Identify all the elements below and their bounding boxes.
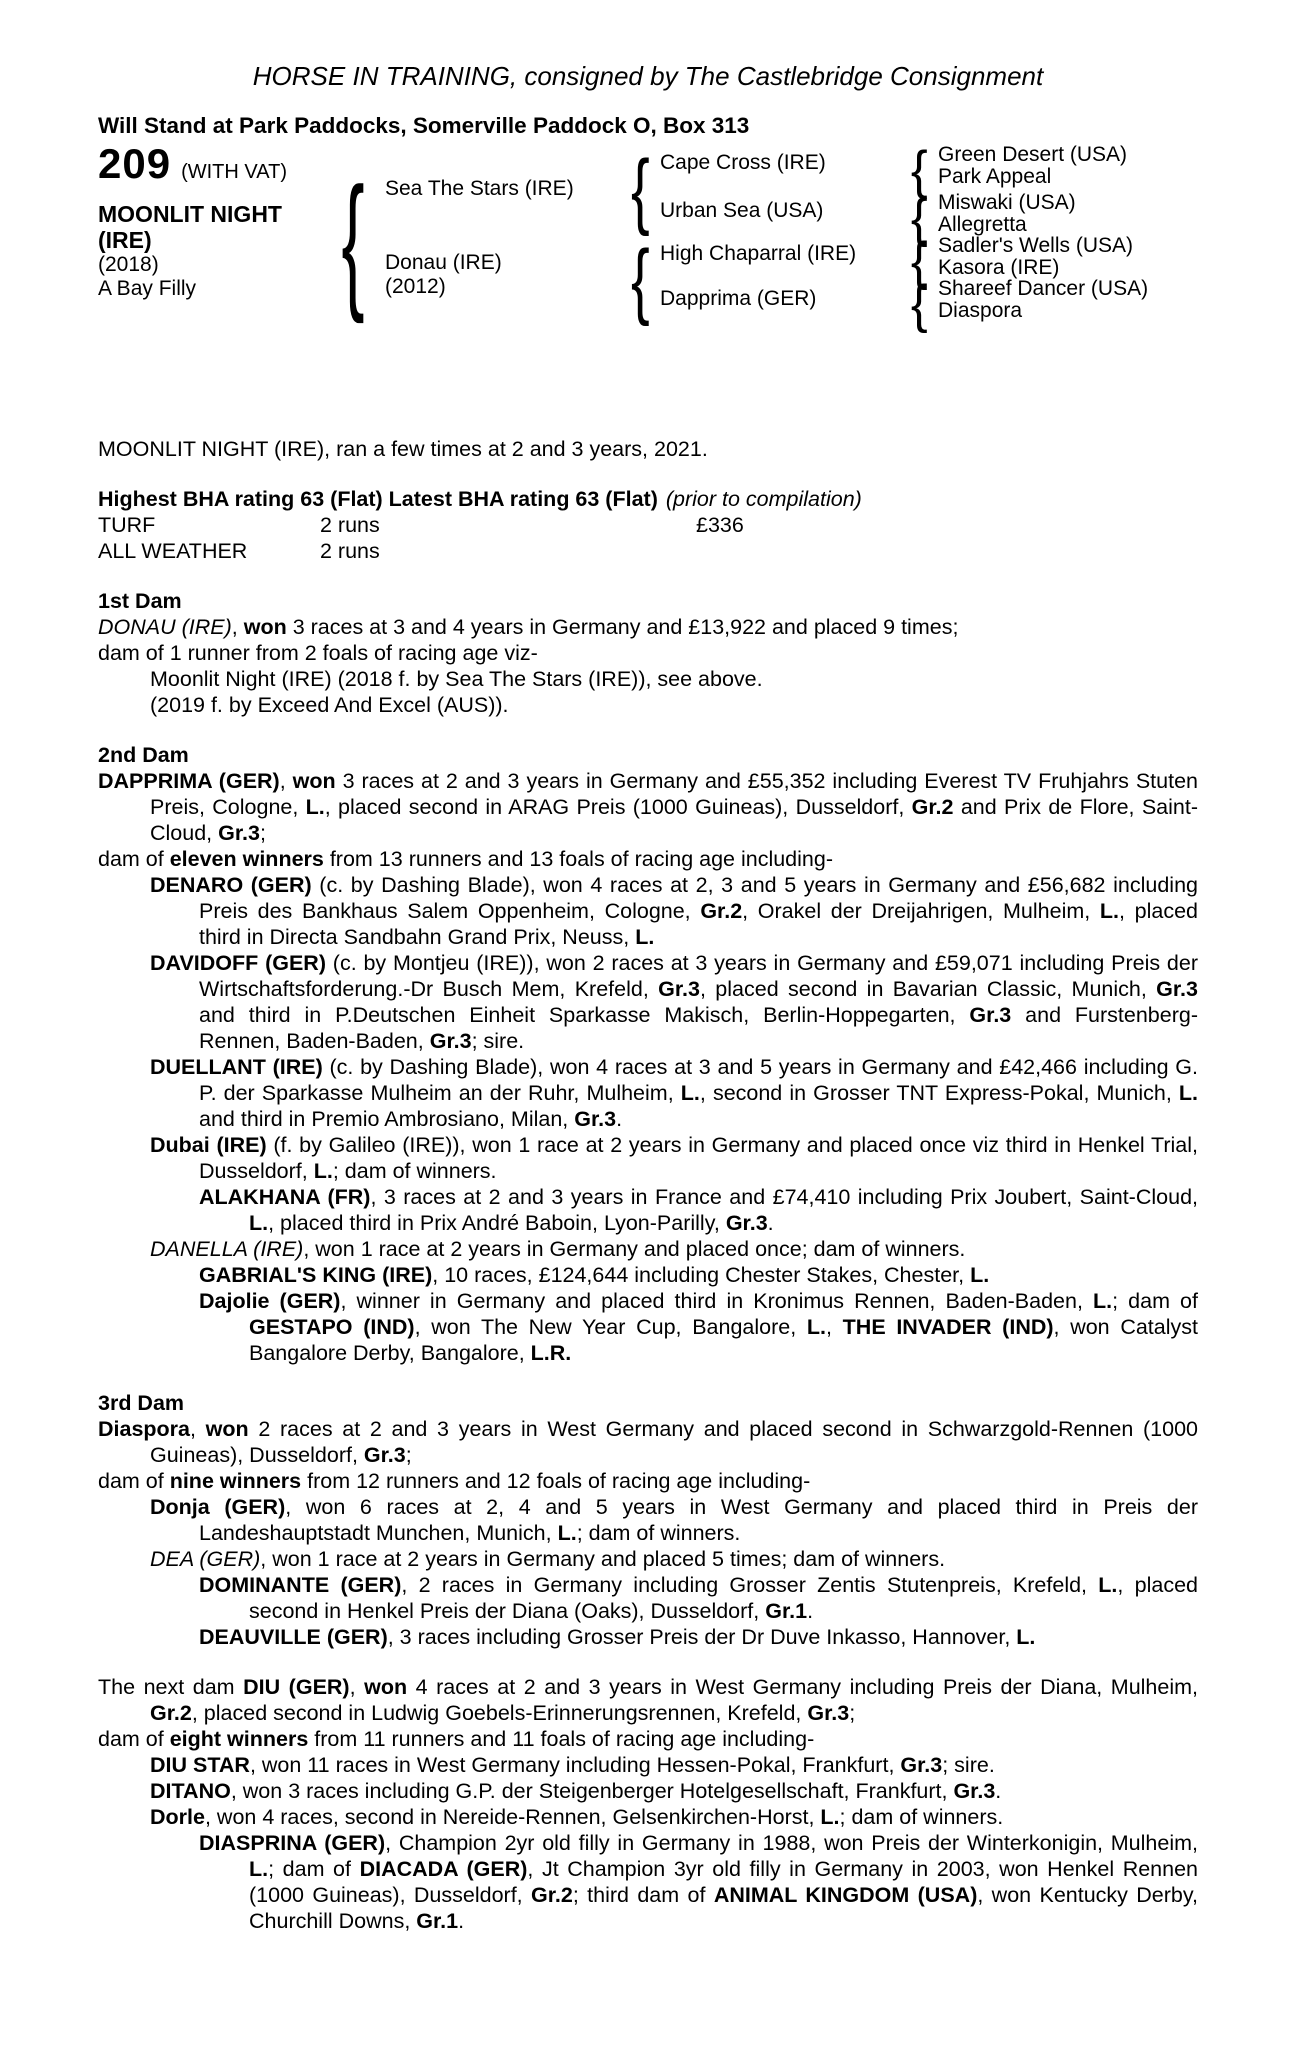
emphasis-text: Gr.2 bbox=[531, 1883, 573, 1907]
emphasis-text: nine winners bbox=[169, 1469, 302, 1493]
rating-row-turf bbox=[98, 512, 1198, 538]
surface-label: TURF bbox=[98, 513, 156, 537]
plain-text: (c. by Montjeu (IRE)), won 2 races at 3 years in Germany and £59,071 including Preis der Wirtschaftsforderung.-Dr Busch Mem, Krefeld, bbox=[199, 951, 1198, 1001]
rating-compilation-note: (prior to compilation) bbox=[665, 487, 862, 511]
emphasis-text: DIU STAR bbox=[150, 1753, 250, 1777]
subject-name-line1: MOONLIT NIGHT bbox=[98, 201, 282, 227]
plain-text: The next dam bbox=[98, 1675, 244, 1699]
plain-text: and third in Premio Ambrosiano, Milan, bbox=[199, 1107, 575, 1131]
catalog-sections bbox=[98, 588, 1198, 1934]
subject-description: A Bay Filly bbox=[98, 277, 197, 300]
race-record-line: MOONLIT NIGHT (IRE), ran a few times at 2 and 3 years, 2021. bbox=[98, 437, 708, 461]
emphasis-text: Gr.3 bbox=[807, 1701, 850, 1725]
section-heading: 1st Dam bbox=[98, 589, 182, 613]
pedigree-table bbox=[98, 139, 1198, 334]
emphasis-text: Gr.3 bbox=[1156, 977, 1198, 1001]
emphasis-text: L. bbox=[1016, 1625, 1036, 1649]
plain-text: Moonlit Night (IRE) (2018 f. by Sea The Stars (IRE)), see above. bbox=[150, 667, 763, 691]
emphasis-text: L. bbox=[1098, 1573, 1118, 1597]
emphasis-text: Gr.3 bbox=[658, 977, 700, 1001]
plain-text: ; bbox=[405, 1443, 412, 1467]
emphasis-text: DUELLANT (IRE) bbox=[150, 1055, 323, 1079]
emphasis-text: Dubai (IRE) bbox=[150, 1133, 267, 1157]
stand-location-line: Will Stand at Park Paddocks, Somerville Paddock O, Box 313 bbox=[98, 113, 750, 138]
plain-text: , Orakel der Dreijahrigen, Mulheim, bbox=[742, 899, 1100, 923]
grandsire-name: Cape Cross (IRE) bbox=[660, 151, 826, 174]
emphasis-text: won bbox=[205, 1417, 249, 1441]
emphasis-text: Gr.3 bbox=[725, 1211, 768, 1235]
plain-text: 3 races at 3 and 4 years in Germany and £13,922 and placed 9 times; bbox=[286, 615, 959, 639]
plain-text: , 2 races in Germany including Grosser Zentis Stutenpreis, Krefeld, bbox=[401, 1573, 1099, 1597]
emphasis-text: GABRIAL'S KING (IRE) bbox=[199, 1263, 433, 1287]
emphasis-text: Gr.3 bbox=[953, 1779, 996, 1803]
catalog-paragraph bbox=[98, 1830, 1198, 1934]
plain-text: from 13 runners and 13 foals of racing age including- bbox=[323, 847, 833, 871]
emphasis-text: DENARO (GER) bbox=[150, 873, 312, 897]
section-heading: 3rd Dam bbox=[98, 1391, 185, 1415]
catalog-paragraph bbox=[98, 1494, 1198, 1546]
emphasis-text: DIACADA (GER) bbox=[359, 1857, 528, 1881]
plain-text: , 3 races including Grosser Preis der Dr Duve Inkasso, Hannover, bbox=[387, 1625, 1017, 1649]
plain-text: ; third dam of bbox=[572, 1883, 714, 1907]
plain-text: dam of bbox=[98, 1469, 170, 1493]
catalog-paragraph bbox=[98, 846, 1198, 872]
plain-text: , won 3 races including G.P. der Steigenberger Hotelgesellschaft, Frankfurt, bbox=[230, 1779, 954, 1803]
dam-section bbox=[98, 1674, 1198, 1934]
emphasis-text: Gr.3 bbox=[363, 1443, 406, 1467]
catalog-paragraph bbox=[98, 1752, 1198, 1778]
dam-section bbox=[98, 1390, 1198, 1650]
catalog-paragraph bbox=[98, 692, 1198, 718]
emphasis-text: won bbox=[292, 769, 336, 793]
plain-text: , won Kentucky Derby, Churchill Downs, bbox=[249, 1883, 1198, 1933]
emphasis-text: Gr.3 bbox=[900, 1753, 943, 1777]
rating-heading: Highest BHA rating 63 (Flat) Latest BHA rating 63 (Flat) bbox=[98, 487, 658, 511]
plain-text: and Prix de Flore, Saint-Cloud, bbox=[150, 795, 1199, 845]
plain-text: , bbox=[279, 769, 293, 793]
emphasis-text: DAVIDOFF (GER) bbox=[150, 951, 326, 975]
plain-text: . bbox=[767, 1211, 774, 1235]
emphasis-text: L. bbox=[249, 1857, 269, 1881]
great-grandsire-name: Sadler's Wells (USA) bbox=[938, 234, 1133, 257]
plain-text: , won The New Year Cup, Bangalore, bbox=[414, 1315, 807, 1339]
italic-text: DONAU (IRE) bbox=[98, 615, 232, 639]
plain-text: ; bbox=[849, 1701, 856, 1725]
emphasis-text: L. bbox=[313, 1159, 333, 1183]
plain-text: , bbox=[231, 615, 244, 639]
section-heading: 2nd Dam bbox=[98, 743, 189, 767]
plain-text: and third in P.Deutschen Einheit Sparkasse Makisch, Berlin-Hoppegarten, bbox=[199, 1003, 970, 1027]
plain-text: ; dam of winners. bbox=[839, 1805, 1004, 1829]
catalog-paragraph bbox=[98, 1288, 1198, 1366]
plain-text: , won 11 races in West Germany including Hessen-Pokal, Frankfurt, bbox=[249, 1753, 901, 1777]
emphasis-text: ANIMAL KINGDOM (USA) bbox=[713, 1883, 978, 1907]
emphasis-text: L. bbox=[970, 1263, 990, 1287]
plain-text: 3 races at 2 and 3 years in Germany and £55,352 including Everest TV Fruhjahrs Stuten Preis, Cologne, bbox=[150, 769, 1198, 819]
plain-text: ; sire. bbox=[471, 1029, 525, 1053]
bha-rating-block bbox=[98, 486, 1198, 564]
catalog-paragraph bbox=[98, 1804, 1198, 1830]
plain-text: ; dam of bbox=[1112, 1289, 1198, 1313]
emphasis-text: Gr.3 bbox=[218, 821, 260, 845]
plain-text: , 3 races at 2 and 3 years in France and £74,410 including Prix Joubert, Saint-Cloud, bbox=[370, 1185, 1198, 1209]
great-granddam-name: Diaspora bbox=[938, 299, 1023, 322]
plain-text: , placed second in Henkel Preis der Diana (Oaks), Dusseldorf, bbox=[249, 1573, 1198, 1623]
plain-text: , won 1 race at 2 years in Germany and placed once; dam of winners. bbox=[303, 1237, 966, 1261]
emphasis-text: won bbox=[243, 615, 287, 639]
plain-text: 4 races at 2 and 3 years in West Germany including Preis der Diana, Mulheim, bbox=[407, 1675, 1198, 1699]
plain-text: , won 6 races at 2, 4 and 5 years in West Germany and placed third in Preis der Landeshauptstadt Munchen, Munich, bbox=[199, 1495, 1198, 1545]
catalog-paragraph bbox=[98, 1054, 1198, 1132]
emphasis-text: won bbox=[364, 1675, 408, 1699]
emphasis-text: DIASPRINA (GER) bbox=[199, 1831, 386, 1855]
plain-text: (2019 f. by Exceed And Excel (AUS)). bbox=[150, 693, 509, 717]
plain-text: dam of 1 runner from 2 foals of racing age viz- bbox=[98, 641, 538, 665]
plain-text: (c. by Dashing Blade), won 4 races at 3 and 5 years in Germany and £42,466 including G. P. der Sparkasse Mulheim an der Ruhr, Mulheim, bbox=[199, 1055, 1198, 1105]
plain-text: , placed second in Ludwig Goebels-Erinnerungsrennen, Krefeld, bbox=[191, 1701, 808, 1725]
plain-text: , placed second in ARAG Preis (1000 Guineas), Dusseldorf, bbox=[324, 795, 912, 819]
emphasis-text: THE INVADER (IND) bbox=[842, 1315, 1054, 1339]
plain-text: . bbox=[616, 1107, 623, 1131]
catalog-paragraph bbox=[98, 768, 1198, 846]
plain-text: . bbox=[458, 1909, 465, 1933]
plain-text: , won 1 race at 2 years in Germany and placed 5 times; dam of winners. bbox=[260, 1547, 946, 1571]
catalog-paragraph bbox=[98, 872, 1198, 950]
rating-row-allweather bbox=[98, 538, 1198, 564]
plain-text: , won Catalyst Bangalore Derby, Bangalore, bbox=[249, 1315, 1198, 1365]
pedigree-brace-icon: { bbox=[910, 273, 928, 334]
plain-text: ; dam of bbox=[268, 1857, 360, 1881]
emphasis-text: Dorle bbox=[150, 1805, 205, 1829]
plain-text: , won 4 races, second in Nereide-Rennen, Gelsenkirchen-Horst, bbox=[204, 1805, 821, 1829]
emphasis-text: L. bbox=[305, 795, 325, 819]
plain-text: . bbox=[807, 1599, 814, 1623]
catalog-paragraph bbox=[98, 1726, 1198, 1752]
emphasis-text: DIU (GER) bbox=[243, 1675, 350, 1699]
emphasis-text: ALAKHANA (FR) bbox=[199, 1185, 371, 1209]
plain-text: , Jt Champion 3yr old filly in Germany in 2003, won Henkel Rennen (1000 Guineas), Dusseldorf, bbox=[249, 1857, 1199, 1907]
emphasis-text: DEAUVILLE (GER) bbox=[199, 1625, 388, 1649]
catalog-paragraph bbox=[98, 1132, 1198, 1184]
plain-text: . bbox=[995, 1779, 1002, 1803]
catalog-paragraph bbox=[98, 1546, 1198, 1572]
emphasis-text: eight winners bbox=[169, 1727, 309, 1751]
earnings-value: £336 bbox=[696, 513, 744, 537]
emphasis-text: Dajolie (GER) bbox=[199, 1289, 341, 1313]
pedigree-brace-icon: { bbox=[341, 157, 365, 325]
catalog-paragraph bbox=[98, 1468, 1198, 1494]
emphasis-text: L.R. bbox=[530, 1341, 572, 1365]
emphasis-text: L. bbox=[1178, 1081, 1198, 1105]
pedigree-brace-icon: { bbox=[910, 230, 928, 291]
pedigree-brace-icon: { bbox=[631, 232, 650, 327]
sire-name: Sea The Stars (IRE) bbox=[385, 177, 574, 200]
plain-text: ; dam of winners. bbox=[576, 1521, 741, 1545]
runs-value: 2 runs bbox=[320, 513, 380, 537]
emphasis-text: GESTAPO (IND) bbox=[249, 1315, 415, 1339]
plain-text: , bbox=[349, 1675, 365, 1699]
emphasis-text: L. bbox=[1099, 899, 1120, 923]
pedigree-brace-icon: { bbox=[910, 187, 928, 248]
catalog-paragraph bbox=[98, 1184, 1198, 1236]
subject-year: (2018) bbox=[98, 253, 159, 276]
plain-text: ; dam of winners. bbox=[332, 1159, 497, 1183]
plain-text: dam of bbox=[98, 847, 170, 871]
plain-text: from 12 runners and 12 foals of racing age including- bbox=[301, 1469, 811, 1493]
plain-text: 2 races at 2 and 3 years in West Germany and placed second in Schwarzgold-Rennen (1000 Guineas), Dusseldorf, bbox=[150, 1417, 1198, 1467]
emphasis-text: Gr.3 bbox=[969, 1003, 1012, 1027]
emphasis-text: Donja (GER) bbox=[150, 1495, 286, 1519]
emphasis-text: Gr.2 bbox=[150, 1701, 192, 1725]
lot-number: 209 bbox=[98, 140, 172, 187]
great-granddam-name: Allegretta bbox=[938, 213, 1027, 236]
page-title: HORSE IN TRAINING, consigned by The Castlebridge Consignment bbox=[252, 61, 1044, 91]
catalog-paragraph bbox=[98, 1674, 1198, 1726]
plain-text: , Champion 2yr old filly in Germany in 1988, won Preis der Winterkonigin, Mulheim, bbox=[385, 1831, 1198, 1855]
dam-year: (2012) bbox=[385, 275, 446, 298]
great-grandsire-name: Green Desert (USA) bbox=[938, 143, 1128, 166]
pedigree-brace-icon: { bbox=[910, 139, 928, 200]
great-granddam-name: Park Appeal bbox=[938, 165, 1052, 188]
plain-text: , bbox=[826, 1315, 843, 1339]
plain-text: , placed third in Prix André Baboin, Lyon-Parilly, bbox=[268, 1211, 726, 1235]
surface-label: ALL WEATHER bbox=[98, 539, 248, 563]
catalog-paragraph bbox=[98, 1236, 1198, 1262]
catalog-page bbox=[0, 60, 1314, 1934]
lot-vat-note: (WITH VAT) bbox=[181, 161, 287, 183]
lot-header bbox=[98, 142, 287, 186]
plain-text: (c. by Dashing Blade), won 4 races at 2, 3 and 5 years in Germany and £56,682 including Preis des Bankhaus Salem Oppenheim, Cologne, bbox=[199, 873, 1198, 923]
catalog-paragraph bbox=[98, 614, 1198, 640]
catalog-paragraph bbox=[98, 666, 1198, 692]
plain-text: dam of bbox=[98, 1727, 170, 1751]
emphasis-text: L. bbox=[680, 1081, 700, 1105]
emphasis-text: eleven winners bbox=[169, 847, 324, 871]
dam-section bbox=[98, 588, 1198, 718]
runs-value: 2 runs bbox=[320, 539, 380, 563]
plain-text: ; bbox=[259, 821, 266, 845]
granddam-name: Urban Sea (USA) bbox=[660, 199, 824, 222]
plain-text: , placed second in Bavarian Classic, Munich, bbox=[699, 977, 1157, 1001]
plain-text: , bbox=[190, 1417, 206, 1441]
catalog-paragraph bbox=[98, 950, 1198, 1054]
emphasis-text: Diaspora bbox=[98, 1417, 191, 1441]
emphasis-text: Gr.2 bbox=[700, 899, 743, 923]
plain-text: , 10 races, £124,644 including Chester Stakes, Chester, bbox=[432, 1263, 971, 1287]
emphasis-text: DITANO bbox=[150, 1779, 231, 1803]
rating-heading-line bbox=[98, 486, 1198, 512]
emphasis-text: L. bbox=[557, 1521, 577, 1545]
plain-text: , placed third in Directa Sandbahn Grand Prix, Neuss, bbox=[199, 899, 1198, 949]
emphasis-text: Gr.1 bbox=[416, 1909, 459, 1933]
emphasis-text: Gr.3 bbox=[574, 1107, 617, 1131]
subject-name-line2: (IRE) bbox=[98, 227, 152, 253]
dam-section bbox=[98, 742, 1198, 1366]
italic-text: DEA (GER) bbox=[150, 1547, 261, 1571]
emphasis-text: L. bbox=[1093, 1289, 1113, 1313]
emphasis-text: Gr.3 bbox=[429, 1029, 472, 1053]
emphasis-text: L. bbox=[820, 1805, 840, 1829]
catalog-paragraph bbox=[98, 1778, 1198, 1804]
emphasis-text: L. bbox=[249, 1211, 269, 1235]
pedigree-brace-icon: { bbox=[631, 142, 650, 237]
plain-text: and Furstenberg-Rennen, Baden-Baden, bbox=[199, 1003, 1198, 1053]
plain-text: (f. by Galileo (IRE)), won 1 race at 2 years in Germany and placed once viz third in Henkel Trial, Dusseldorf, bbox=[199, 1133, 1198, 1183]
great-grandsire-name: Shareef Dancer (USA) bbox=[938, 277, 1149, 300]
grandsire-name: High Chaparral (IRE) bbox=[660, 242, 857, 265]
granddam-name: Dapprima (GER) bbox=[660, 287, 817, 310]
catalog-paragraph bbox=[98, 1624, 1198, 1650]
emphasis-text: DAPPRIMA (GER) bbox=[98, 769, 280, 793]
plain-text: from 11 runners and 11 foals of racing age including- bbox=[308, 1727, 815, 1751]
emphasis-text: DOMINANTE (GER) bbox=[199, 1573, 402, 1597]
great-granddam-name: Kasora (IRE) bbox=[938, 256, 1060, 279]
emphasis-text: Gr.1 bbox=[765, 1599, 808, 1623]
catalog-paragraph bbox=[98, 1262, 1198, 1288]
catalog-paragraph bbox=[98, 640, 1198, 666]
emphasis-text: L. bbox=[635, 925, 655, 949]
italic-text: DANELLA (IRE) bbox=[150, 1237, 304, 1261]
dam-name: Donau (IRE) bbox=[385, 251, 502, 274]
plain-text: , second in Grosser TNT Express-Pokal, Munich, bbox=[699, 1081, 1179, 1105]
great-grandsire-name: Miswaki (USA) bbox=[938, 191, 1076, 214]
plain-text: ; sire. bbox=[942, 1753, 995, 1777]
emphasis-text: Gr.2 bbox=[911, 795, 954, 819]
catalog-paragraph bbox=[98, 1416, 1198, 1468]
plain-text: , winner in Germany and placed third in Kronimus Rennen, Baden-Baden, bbox=[340, 1289, 1094, 1313]
catalog-paragraph bbox=[98, 1572, 1198, 1624]
emphasis-text: L. bbox=[806, 1315, 826, 1339]
